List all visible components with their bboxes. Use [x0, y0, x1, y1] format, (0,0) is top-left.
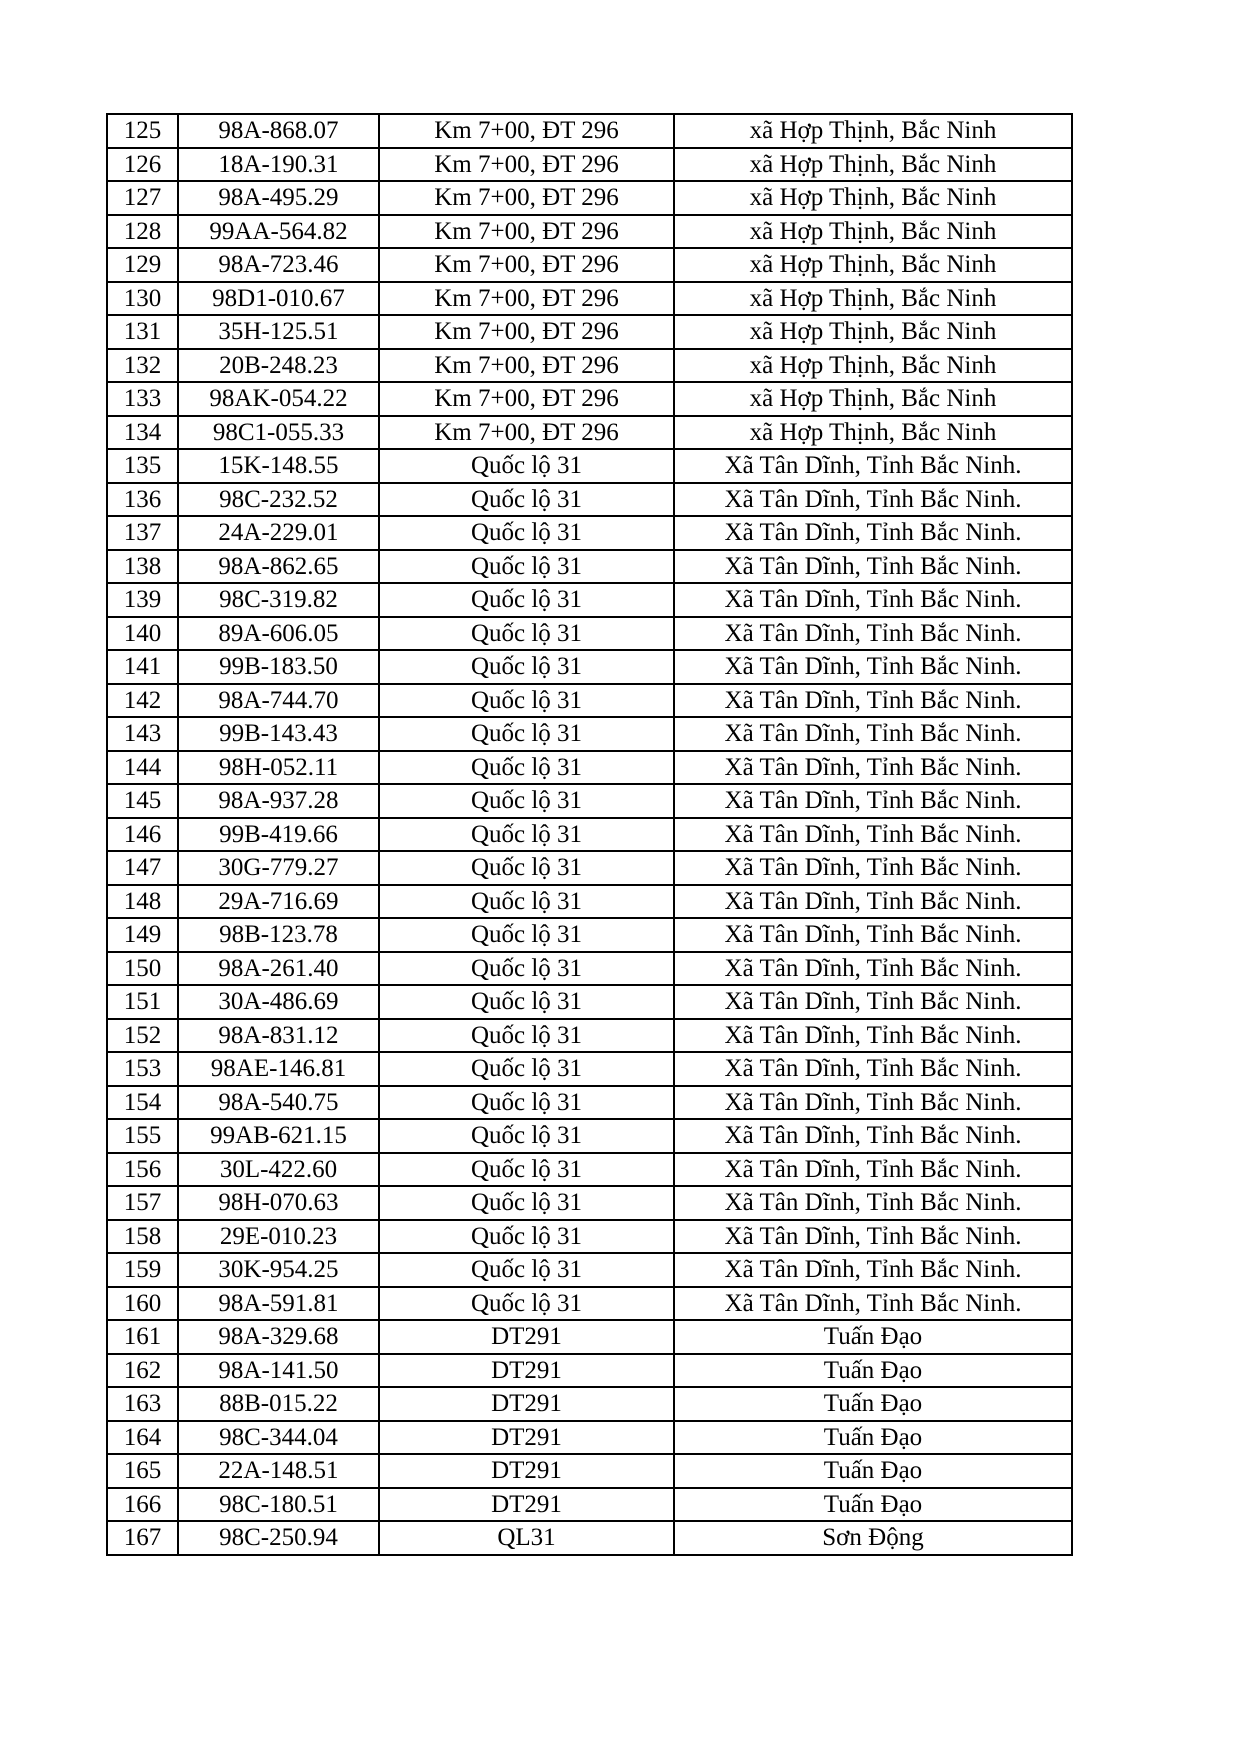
road-location-cell: QL31	[379, 1521, 674, 1555]
table-row	[107, 1354, 1072, 1388]
license-plate-cell: 98A-141.50	[178, 1354, 379, 1388]
commune-cell: xã Hợp Thịnh, Bắc Ninh	[674, 416, 1072, 450]
commune-cell: Tuấn Đạo	[674, 1320, 1072, 1354]
commune-cell: Xã Tân Dĩnh, Tỉnh Bắc Ninh.	[674, 650, 1072, 684]
commune-cell: Xã Tân Dĩnh, Tỉnh Bắc Ninh.	[674, 751, 1072, 785]
row-number-cell: 146	[107, 818, 178, 852]
table-row	[107, 1086, 1072, 1120]
row-number-cell: 162	[107, 1354, 178, 1388]
road-location-cell: DT291	[379, 1320, 674, 1354]
commune-cell: xã Hợp Thịnh, Bắc Ninh	[674, 114, 1072, 148]
license-plate-cell: 98C-319.82	[178, 583, 379, 617]
license-plate-cell: 98A-831.12	[178, 1019, 379, 1053]
license-plate-cell: 98AK-054.22	[178, 382, 379, 416]
table-row	[107, 985, 1072, 1019]
commune-cell: Xã Tân Dĩnh, Tỉnh Bắc Ninh.	[674, 952, 1072, 986]
row-number-cell: 143	[107, 717, 178, 751]
commune-cell: Xã Tân Dĩnh, Tỉnh Bắc Ninh.	[674, 684, 1072, 718]
commune-cell: Xã Tân Dĩnh, Tỉnh Bắc Ninh.	[674, 818, 1072, 852]
road-location-cell: Quốc lộ 31	[379, 717, 674, 751]
commune-cell: Xã Tân Dĩnh, Tỉnh Bắc Ninh.	[674, 985, 1072, 1019]
table-row	[107, 1488, 1072, 1522]
row-number-cell: 160	[107, 1287, 178, 1321]
road-location-cell: Quốc lộ 31	[379, 818, 674, 852]
license-plate-cell: 99AA-564.82	[178, 215, 379, 249]
table-row	[107, 1454, 1072, 1488]
commune-cell: Tuấn Đạo	[674, 1488, 1072, 1522]
table-row	[107, 717, 1072, 751]
row-number-cell: 130	[107, 282, 178, 316]
commune-cell: Xã Tân Dĩnh, Tỉnh Bắc Ninh.	[674, 1153, 1072, 1187]
road-location-cell: Quốc lộ 31	[379, 1153, 674, 1187]
license-plate-cell: 29E-010.23	[178, 1220, 379, 1254]
table-row	[107, 215, 1072, 249]
road-location-cell: Quốc lộ 31	[379, 483, 674, 517]
license-plate-cell: 29A-716.69	[178, 885, 379, 919]
road-location-cell: Quốc lộ 31	[379, 851, 674, 885]
table-row	[107, 148, 1072, 182]
road-location-cell: Km 7+00, ĐT 296	[379, 282, 674, 316]
table-row	[107, 1421, 1072, 1455]
road-location-cell: Quốc lộ 31	[379, 583, 674, 617]
row-number-cell: 159	[107, 1253, 178, 1287]
row-number-cell: 164	[107, 1421, 178, 1455]
table-row	[107, 1019, 1072, 1053]
road-location-cell: Quốc lộ 31	[379, 784, 674, 818]
row-number-cell: 156	[107, 1153, 178, 1187]
row-number-cell: 129	[107, 248, 178, 282]
commune-cell: Xã Tân Dĩnh, Tỉnh Bắc Ninh.	[674, 851, 1072, 885]
license-plate-cell: 98C-232.52	[178, 483, 379, 517]
commune-cell: Xã Tân Dĩnh, Tỉnh Bắc Ninh.	[674, 1086, 1072, 1120]
table-row	[107, 952, 1072, 986]
road-location-cell: Km 7+00, ĐT 296	[379, 416, 674, 450]
table-row	[107, 851, 1072, 885]
license-plate-cell: 18A-190.31	[178, 148, 379, 182]
table-row	[107, 449, 1072, 483]
road-location-cell: Quốc lộ 31	[379, 1186, 674, 1220]
commune-cell: xã Hợp Thịnh, Bắc Ninh	[674, 215, 1072, 249]
row-number-cell: 125	[107, 114, 178, 148]
commune-cell: xã Hợp Thịnh, Bắc Ninh	[674, 315, 1072, 349]
commune-cell: Xã Tân Dĩnh, Tỉnh Bắc Ninh.	[674, 1186, 1072, 1220]
road-location-cell: Km 7+00, ĐT 296	[379, 114, 674, 148]
license-plate-cell: 99B-183.50	[178, 650, 379, 684]
license-plate-cell: 98H-070.63	[178, 1186, 379, 1220]
table-body	[107, 114, 1072, 1555]
row-number-cell: 131	[107, 315, 178, 349]
table-row	[107, 1052, 1072, 1086]
road-location-cell: Quốc lộ 31	[379, 617, 674, 651]
license-plate-cell: 99AB-621.15	[178, 1119, 379, 1153]
row-number-cell: 151	[107, 985, 178, 1019]
row-number-cell: 152	[107, 1019, 178, 1053]
table-row	[107, 1387, 1072, 1421]
license-plate-cell: 98A-744.70	[178, 684, 379, 718]
row-number-cell: 153	[107, 1052, 178, 1086]
road-location-cell: Quốc lộ 31	[379, 1119, 674, 1153]
row-number-cell: 154	[107, 1086, 178, 1120]
row-number-cell: 133	[107, 382, 178, 416]
row-number-cell: 145	[107, 784, 178, 818]
row-number-cell: 140	[107, 617, 178, 651]
table-row	[107, 248, 1072, 282]
commune-cell: Tuấn Đạo	[674, 1454, 1072, 1488]
license-plate-cell: 22A-148.51	[178, 1454, 379, 1488]
license-plate-cell: 24A-229.01	[178, 516, 379, 550]
commune-cell: Xã Tân Dĩnh, Tỉnh Bắc Ninh.	[674, 516, 1072, 550]
commune-cell: Xã Tân Dĩnh, Tỉnh Bắc Ninh.	[674, 617, 1072, 651]
road-location-cell: Quốc lộ 31	[379, 1287, 674, 1321]
row-number-cell: 148	[107, 885, 178, 919]
road-location-cell: Quốc lộ 31	[379, 885, 674, 919]
row-number-cell: 135	[107, 449, 178, 483]
road-location-cell: Quốc lộ 31	[379, 1052, 674, 1086]
table-row	[107, 416, 1072, 450]
table-row	[107, 349, 1072, 383]
row-number-cell: 136	[107, 483, 178, 517]
license-plate-cell: 98C-344.04	[178, 1421, 379, 1455]
table-row	[107, 650, 1072, 684]
road-location-cell: DT291	[379, 1387, 674, 1421]
license-plate-cell: 98A-261.40	[178, 952, 379, 986]
road-location-cell: Quốc lộ 31	[379, 751, 674, 785]
row-number-cell: 147	[107, 851, 178, 885]
road-location-cell: Quốc lộ 31	[379, 1220, 674, 1254]
road-location-cell: Km 7+00, ĐT 296	[379, 148, 674, 182]
license-plate-cell: 98A-329.68	[178, 1320, 379, 1354]
commune-cell: Xã Tân Dĩnh, Tỉnh Bắc Ninh.	[674, 483, 1072, 517]
license-plate-cell: 98A-937.28	[178, 784, 379, 818]
license-plate-cell: 99B-419.66	[178, 818, 379, 852]
road-location-cell: Km 7+00, ĐT 296	[379, 215, 674, 249]
row-number-cell: 149	[107, 918, 178, 952]
table-row	[107, 382, 1072, 416]
commune-cell: xã Hợp Thịnh, Bắc Ninh	[674, 248, 1072, 282]
road-location-cell: Quốc lộ 31	[379, 1019, 674, 1053]
row-number-cell: 167	[107, 1521, 178, 1555]
commune-cell: xã Hợp Thịnh, Bắc Ninh	[674, 181, 1072, 215]
license-plate-cell: 98A-540.75	[178, 1086, 379, 1120]
commune-cell: Xã Tân Dĩnh, Tỉnh Bắc Ninh.	[674, 885, 1072, 919]
table-row	[107, 1119, 1072, 1153]
commune-cell: Xã Tân Dĩnh, Tỉnh Bắc Ninh.	[674, 1052, 1072, 1086]
license-plate-cell: 35H-125.51	[178, 315, 379, 349]
table-row	[107, 818, 1072, 852]
row-number-cell: 138	[107, 550, 178, 584]
commune-cell: Xã Tân Dĩnh, Tỉnh Bắc Ninh.	[674, 918, 1072, 952]
license-plate-cell: 98AE-146.81	[178, 1052, 379, 1086]
license-plate-cell: 98C1-055.33	[178, 416, 379, 450]
commune-cell: xã Hợp Thịnh, Bắc Ninh	[674, 382, 1072, 416]
license-plate-cell: 98A-862.65	[178, 550, 379, 584]
row-number-cell: 150	[107, 952, 178, 986]
road-location-cell: Km 7+00, ĐT 296	[379, 315, 674, 349]
row-number-cell: 134	[107, 416, 178, 450]
commune-cell: Xã Tân Dĩnh, Tỉnh Bắc Ninh.	[674, 717, 1072, 751]
road-location-cell: Quốc lộ 31	[379, 516, 674, 550]
road-location-cell: Quốc lộ 31	[379, 918, 674, 952]
road-location-cell: DT291	[379, 1454, 674, 1488]
table-row	[107, 583, 1072, 617]
row-number-cell: 161	[107, 1320, 178, 1354]
table-row	[107, 1153, 1072, 1187]
road-location-cell: Quốc lộ 31	[379, 952, 674, 986]
table-row	[107, 885, 1072, 919]
table-row	[107, 315, 1072, 349]
commune-cell: Sơn Động	[674, 1521, 1072, 1555]
row-number-cell: 165	[107, 1454, 178, 1488]
license-plate-cell: 30A-486.69	[178, 985, 379, 1019]
license-plate-cell: 98A-591.81	[178, 1287, 379, 1321]
row-number-cell: 155	[107, 1119, 178, 1153]
road-location-cell: Quốc lộ 31	[379, 684, 674, 718]
license-plate-cell: 99B-143.43	[178, 717, 379, 751]
row-number-cell: 127	[107, 181, 178, 215]
license-plate-cell: 98H-052.11	[178, 751, 379, 785]
license-plate-cell: 98A-723.46	[178, 248, 379, 282]
commune-cell: Xã Tân Dĩnh, Tỉnh Bắc Ninh.	[674, 1287, 1072, 1321]
license-plate-cell: 30L-422.60	[178, 1153, 379, 1187]
commune-cell: Tuấn Đạo	[674, 1387, 1072, 1421]
license-plate-cell: 98D1-010.67	[178, 282, 379, 316]
table-row	[107, 684, 1072, 718]
row-number-cell: 158	[107, 1220, 178, 1254]
commune-cell: xã Hợp Thịnh, Bắc Ninh	[674, 349, 1072, 383]
license-plate-cell: 98B-123.78	[178, 918, 379, 952]
license-plate-cell: 88B-015.22	[178, 1387, 379, 1421]
table-row	[107, 516, 1072, 550]
table-row	[107, 1220, 1072, 1254]
row-number-cell: 144	[107, 751, 178, 785]
road-location-cell: Km 7+00, ĐT 296	[379, 382, 674, 416]
table-row	[107, 1521, 1072, 1555]
table-row	[107, 751, 1072, 785]
table-row	[107, 483, 1072, 517]
road-location-cell: DT291	[379, 1488, 674, 1522]
license-plate-cell: 30G-779.27	[178, 851, 379, 885]
table-row	[107, 181, 1072, 215]
table-row	[107, 918, 1072, 952]
violations-table	[106, 113, 1073, 1556]
commune-cell: Xã Tân Dĩnh, Tỉnh Bắc Ninh.	[674, 1220, 1072, 1254]
road-location-cell: Quốc lộ 31	[379, 449, 674, 483]
road-location-cell: Km 7+00, ĐT 296	[379, 181, 674, 215]
commune-cell: Xã Tân Dĩnh, Tỉnh Bắc Ninh.	[674, 1119, 1072, 1153]
license-plate-cell: 98C-250.94	[178, 1521, 379, 1555]
license-plate-cell: 89A-606.05	[178, 617, 379, 651]
road-location-cell: Km 7+00, ĐT 296	[379, 248, 674, 282]
row-number-cell: 166	[107, 1488, 178, 1522]
commune-cell: Tuấn Đạo	[674, 1354, 1072, 1388]
table-row	[107, 1320, 1072, 1354]
table-row	[107, 282, 1072, 316]
table-row	[107, 550, 1072, 584]
road-location-cell: Km 7+00, ĐT 296	[379, 349, 674, 383]
commune-cell: xã Hợp Thịnh, Bắc Ninh	[674, 282, 1072, 316]
road-location-cell: Quốc lộ 31	[379, 550, 674, 584]
table-row	[107, 617, 1072, 651]
commune-cell: Xã Tân Dĩnh, Tỉnh Bắc Ninh.	[674, 1019, 1072, 1053]
row-number-cell: 126	[107, 148, 178, 182]
row-number-cell: 163	[107, 1387, 178, 1421]
row-number-cell: 128	[107, 215, 178, 249]
table-row	[107, 114, 1072, 148]
row-number-cell: 139	[107, 583, 178, 617]
row-number-cell: 142	[107, 684, 178, 718]
commune-cell: Xã Tân Dĩnh, Tỉnh Bắc Ninh.	[674, 583, 1072, 617]
table-row	[107, 1253, 1072, 1287]
commune-cell: Tuấn Đạo	[674, 1421, 1072, 1455]
commune-cell: Xã Tân Dĩnh, Tỉnh Bắc Ninh.	[674, 550, 1072, 584]
road-location-cell: Quốc lộ 31	[379, 1086, 674, 1120]
road-location-cell: Quốc lộ 31	[379, 985, 674, 1019]
commune-cell: Xã Tân Dĩnh, Tỉnh Bắc Ninh.	[674, 449, 1072, 483]
license-plate-cell: 30K-954.25	[178, 1253, 379, 1287]
license-plate-cell: 20B-248.23	[178, 349, 379, 383]
row-number-cell: 141	[107, 650, 178, 684]
row-number-cell: 157	[107, 1186, 178, 1220]
table-row	[107, 1287, 1072, 1321]
table-row	[107, 784, 1072, 818]
row-number-cell: 132	[107, 349, 178, 383]
row-number-cell: 137	[107, 516, 178, 550]
road-location-cell: Quốc lộ 31	[379, 1253, 674, 1287]
commune-cell: Xã Tân Dĩnh, Tỉnh Bắc Ninh.	[674, 784, 1072, 818]
road-location-cell: DT291	[379, 1354, 674, 1388]
commune-cell: xã Hợp Thịnh, Bắc Ninh	[674, 148, 1072, 182]
commune-cell: Xã Tân Dĩnh, Tỉnh Bắc Ninh.	[674, 1253, 1072, 1287]
road-location-cell: Quốc lộ 31	[379, 650, 674, 684]
license-plate-cell: 98A-868.07	[178, 114, 379, 148]
license-plate-cell: 98A-495.29	[178, 181, 379, 215]
road-location-cell: DT291	[379, 1421, 674, 1455]
license-plate-cell: 98C-180.51	[178, 1488, 379, 1522]
table-row	[107, 1186, 1072, 1220]
license-plate-cell: 15K-148.55	[178, 449, 379, 483]
